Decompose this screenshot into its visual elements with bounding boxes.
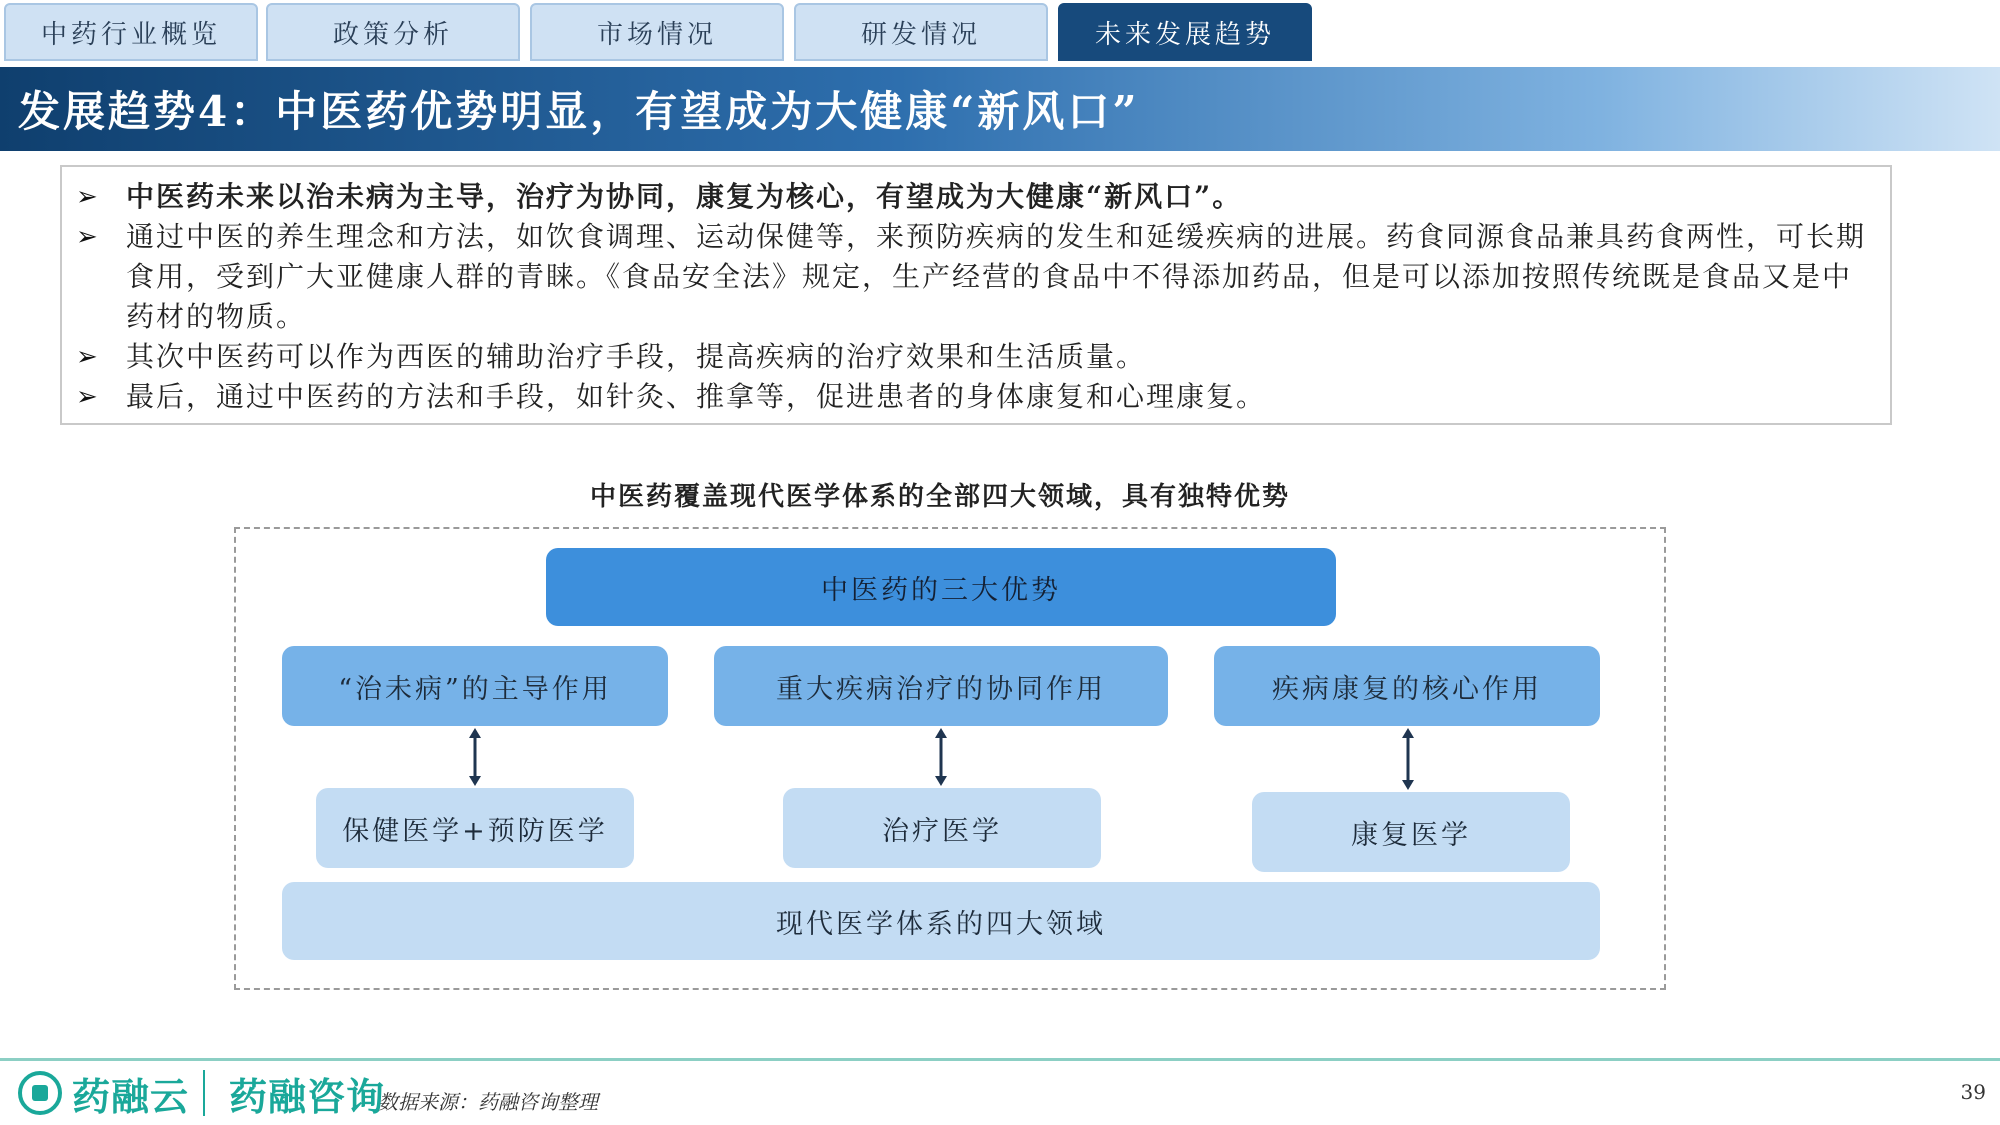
page-title: 发展趋势4：中医药优势明显，有望成为大健康“新风口” [18,87,1140,136]
data-source: 数据来源：药融咨询整理 [378,1090,598,1114]
diagram-title: 中医药覆盖现代医学体系的全部四大领域，具有独特优势 [589,482,1290,512]
logo-text-consulting: 药融咨询 [229,1074,386,1119]
arrow-bullet-icon: ➢ [76,182,100,212]
footer-divider [0,1058,2000,1061]
tab-market[interactable]: 市场情况 [530,3,784,61]
tab-policy-analysis[interactable]: 政策分析 [266,3,520,61]
bullet-item [76,177,1870,217]
bullet-list [60,165,1892,425]
tab-future-trends[interactable]: 未来发展趋势 [1058,3,1312,61]
bullet-item [76,377,1870,417]
tab-industry-overview[interactable]: 中药行业概览 [4,3,258,61]
double-arrow-icon [465,728,485,786]
bullet-text: 通过中医的养生理念和方法，如饮食调理、运动保健等，来预防疾病的发生和延缓疾病的进展。药食同源食品兼具药食两性，可长期食用，受到广大亚健康人群的青睐。《食品安全法》规定，生产经营的食品中不得添加药品，但是可以添加按照传统既是食品又是中药材的物质。 [126,220,1867,333]
double-arrow-icon [1398,728,1418,790]
node-field-rehab: 康复医学 [1252,792,1570,872]
arrow-bullet-icon: ➢ [76,342,100,372]
logo-mark-icon [18,1071,62,1115]
page-number: 39 [1960,1080,1986,1104]
node-advantage-rehab: 疾病康复的核心作用 [1214,646,1600,726]
company-logo [18,1066,385,1120]
double-arrow-icon [931,728,951,786]
logo-text: 药融云 [72,1074,190,1119]
bullet-text: 中医药未来以治未病为主导，治疗为协同，康复为核心，有望成为大健康“新风口”。 [126,180,1243,213]
tab-rnd[interactable]: 研发情况 [794,3,1048,61]
arrow-bullet-icon: ➢ [76,382,100,412]
bullet-text: 其次中医药可以作为西医的辅助治疗手段，提高疾病的治疗效果和生活质量。 [126,340,1147,373]
bullet-item [76,217,1870,337]
node-field-prevention: 保健医学+预防医学 [316,788,634,868]
node-advantage-treatment: 重大疾病治疗的协同作用 [714,646,1168,726]
top-tab-bar [0,0,1320,66]
logo-divider [203,1070,205,1116]
bullet-item [76,337,1870,377]
node-three-advantages: 中医药的三大优势 [546,548,1336,626]
node-field-treatment: 治疗医学 [783,788,1101,868]
node-advantage-prevention: “治未病”的主导作用 [282,646,668,726]
node-four-fields: 现代医学体系的四大领域 [282,882,1600,960]
bullet-text: 最后，通过中医药的方法和手段，如针灸、推拿等，促进患者的身体康复和心理康复。 [126,380,1267,413]
arrow-bullet-icon: ➢ [76,222,100,252]
title-banner [0,67,2000,151]
